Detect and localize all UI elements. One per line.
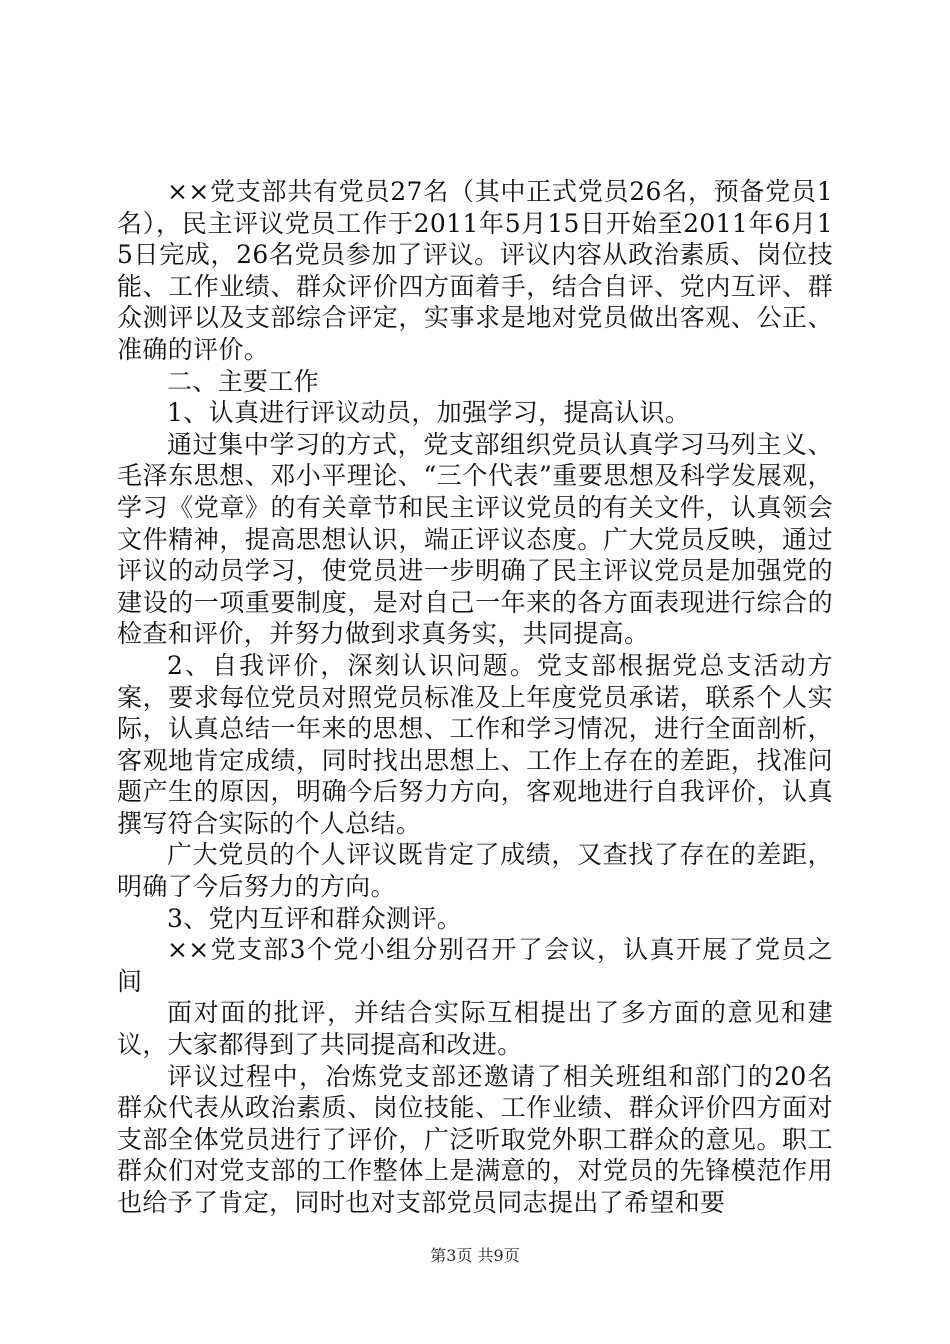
document-body bbox=[117, 176, 833, 1219]
paragraph-criticism: 面对面的批评，并结合实际互相提出了多方面的意见和建议，大家都得到了共同提高和改进。 bbox=[117, 998, 833, 1060]
section-heading-main-work: 二、主要工作 bbox=[167, 366, 320, 396]
subheading-mobilization: 1、认真进行评议动员，加强学习，提高认识。 bbox=[167, 398, 691, 428]
paragraph-public-evaluation: 评议过程中，冶炼党支部还邀请了相关班组和部门的20名群众代表从政治素质、岗位技能、工作业绩、群众评价四方面对支部全体党员进行了评价，广泛听取党外职工群众的意见。职工群众们对党支部的工作整体上是满意的，对党员的先锋模范作用也给予了肯定，同时也对支部党员同志提出了希望和要 bbox=[117, 1061, 833, 1217]
paragraph-member-review: 广大党员的个人评议既肯定了成绩，又查找了存在的差距，明确了今后努力的方向。 bbox=[117, 840, 833, 902]
paragraph-self-evaluation: 2、自我评价，深刻认识问题。党支部根据党总支活动方案，要求每位党员对照党员标准及上年度党员承诺，联系个人实际，认真总结一年来的思想、工作和学习情况，进行全面剖析，客观地肯定成绩，同时找出思想上、工作上存在的差距，找准问题产生的原因，明确今后努力方向，客观地进行自我评价，认真撰写符合实际的个人总结。 bbox=[117, 650, 833, 838]
page-number-label: 第3页 共9页 bbox=[430, 1246, 520, 1265]
subheading-mutual-evaluation: 3、党内互评和群众测评。 bbox=[167, 903, 463, 933]
page-footer bbox=[0, 1243, 950, 1266]
paragraph-intro: ××党支部共有党员27名（其中正式党员26名，预备党员1名），民主评议党员工作于2011年5月15日开始至2011年6月15日完成，26名党员参加了评议。评议内容从政治素质、岗位技能、工作业绩、群众评价四方面着手，结合自评、党内互评、群众测评以及支部综合评定，实事求是地对党员做出客观、公正、准确的评价。 bbox=[117, 177, 833, 364]
paragraph-group-meetings: ××党支部3个党小组分别召开了会议，认真开展了党员之间 bbox=[117, 935, 833, 996]
paragraph-study: 通过集中学习的方式，党支部组织党员认真学习马列主义、毛泽东思想、邓小平理论、“三个代表”重要思想及科学发展观，学习《党章》的有关章节和民主评议党员的有关文件，认真领会文件精神，提高思想认识，端正评议态度。广大党员反映，通过评议的动员学习，使党员进一步明确了民主评议党员是加强党的建设的一项重要制度，是对自己一年来的各方面表现进行综合的检查和评价，并努力做到求真务实，共同提高。 bbox=[117, 429, 833, 649]
